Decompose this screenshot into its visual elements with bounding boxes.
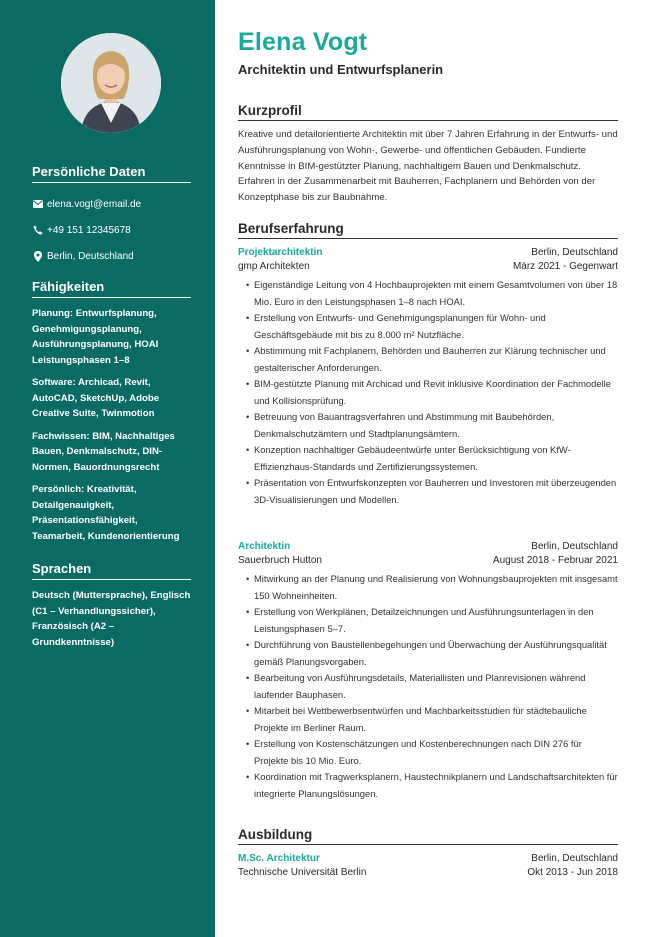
list-item: • Eigenständige Leitung von 4 Hochbauprojekten mit einem Gesamtvolumen von über 18 Mio. Euro in den Leistungsphasen 1–8 nach HOAI.: [254, 277, 618, 310]
languages-section: [32, 561, 191, 650]
education-heading: Ausbildung: [238, 827, 618, 845]
sidebar: [0, 0, 215, 937]
education-period: Okt 2013 - Jun 2018: [527, 867, 618, 878]
location-pin-icon: [32, 251, 43, 262]
job-period: März 2021 - Gegenwart: [512, 261, 618, 272]
languages-text: Deutsch (Muttersprache), Englisch (C1 – Verhandlungssicher), Französisch (A2 – Grundkenntnisse): [32, 590, 191, 648]
phone-row[interactable]: [32, 217, 191, 243]
job-entry: [238, 540, 618, 802]
avatar: [61, 33, 161, 133]
mail-icon: [32, 199, 43, 210]
degree-title: M.Sc. Architektur: [238, 853, 320, 864]
location-text: Berlin, Deutschland: [47, 250, 134, 262]
skills-section: [32, 279, 191, 551]
list-item: • Mitarbeit bei Wettbewerbsentwürfen und Machbarkeitsstudien für städtebauliche Projekte im Berliner Raum.: [254, 703, 618, 736]
list-item: • BIM-gestützte Planung mit Archicad und Revit inklusive Koordination der Fachmodelle und Kollisionsprüfung.: [254, 376, 618, 409]
portrait-photo: [61, 33, 161, 133]
job-bullets: [238, 277, 618, 508]
location-row: [32, 243, 191, 269]
job-title: Projektarchitektin: [238, 247, 323, 258]
experience-heading: Berufserfahrung: [238, 221, 618, 239]
school-name: Technische Universität Berlin: [238, 867, 367, 878]
person-role: Architektin und Entwurfsplanerin: [238, 62, 444, 77]
phone-icon: [32, 225, 43, 236]
job-bullets: [238, 571, 618, 802]
list-item: • Abstimmung mit Fachplanern, Behörden und Bauherren zur Klärung technischer und gestalterischer Anforderungen.: [254, 343, 618, 376]
list-item: • Betreuung von Bauantragsverfahren und Abstimmung mit Baubehörden, Denkmalschutzämtern und Stadtplanungsämtern.: [254, 409, 618, 442]
personal-data-heading: Persönliche Daten: [32, 164, 191, 183]
job-title: Architektin: [238, 541, 291, 552]
list-item: • Konzeption nachhaltiger Gebäudeentwürfe unter Berücksichtigung von KfW-Effizienzhaus-Standards und Zertifizierungssystemen.: [254, 442, 618, 475]
list-item: • Erstellung von Werkplänen, Detailzeichnungen und Ausführungsunterlagen in den Leistungsphasen 5–7.: [254, 604, 618, 637]
education-location: Berlin, Deutschland: [531, 853, 618, 864]
education-entry: [238, 852, 618, 880]
skill-expertise: Fachwissen: BIM, Nachhaltiges Bauen, Denkmalschutz, DIN-Normen, Bauordnungsrecht: [32, 430, 175, 473]
skill-software: Software: Archicad, Revit, AutoCAD, SketchUp, Adobe Creative Suite, Twinmotion: [32, 377, 160, 419]
job-company: gmp Architekten: [238, 261, 310, 272]
skills-heading: Fähigkeiten: [32, 279, 191, 298]
list-item: • Erstellung von Kostenschätzungen und Kostenberechnungen nach DIN 276 für Projekte bis 10 Mio. Euro.: [254, 736, 618, 769]
profile-text: Kreative und detailorientierte Architektin mit über 7 Jahren Erfahrung in der Entwurfs- und Ausführungsplanung von Wohn-, Gewerbe- und öffentlichen Gebäuden. Fundierte Kenntnisse in BIM-gestützter Planung, nachhaltigem Bauen und Denkmalschutz. Erfahren in der Zusammenarbeit mit Bauherren, Fachplanern und Behörden von der Konzeptphase bis zur Baubnahme.: [238, 129, 618, 204]
job-location: Berlin, Deutschland: [531, 247, 618, 258]
profile-heading: Kurzprofil: [238, 103, 618, 121]
list-item: • Mitwirkung an der Planung und Realisierung von Wohnungsbauprojekten mit insgesamt 150 Wohneinheiten.: [254, 571, 618, 604]
personal-data-section: [32, 164, 191, 269]
list-item: • Bearbeitung von Ausführungsdetails, Materiallisten und Planrevisionen während laufender Bauphasen.: [254, 670, 618, 703]
job-location: Berlin, Deutschland: [531, 541, 618, 552]
skill-personal: Persönlich: Kreativität, Detailgenauigkeit, Präsentationsfähigkeit, Teamarbeit, Kundenorientierung: [32, 484, 180, 542]
job-entry: [238, 246, 618, 508]
email-text[interactable]: elena.vogt@email.de: [47, 198, 142, 210]
email-row[interactable]: [32, 191, 191, 217]
list-item: • Durchführung von Baustellenbegehungen und Überwachung der Ausführungsqualität gemäß Planungsvorgaben.: [254, 637, 618, 670]
list-item: • Erstellung von Entwurfs- und Genehmigungsplanungen für Wohn- und Geschäftsgebäude mit bis zu 8.000 m² Nutzfläche.: [254, 310, 618, 343]
phone-text[interactable]: +49 151 12345678: [47, 224, 131, 236]
list-item: • Koordination mit Tragwerksplanern, Haustechnikplanern und Landschaftsarchitekten für integrierte Planungslösungen.: [254, 769, 618, 802]
list-item: • Präsentation von Entwurfskonzepten vor Bauherren und Investoren mit überzeugenden 3D-Visualisierungen und Modellen.: [254, 475, 618, 508]
job-company: Sauerbruch Hutton: [238, 555, 322, 566]
job-period: August 2018 - Februar 2021: [492, 555, 618, 566]
languages-heading: Sprachen: [32, 561, 191, 580]
person-name: Elena Vogt: [238, 28, 368, 56]
skill-planning: Planung: Entwurfsplanung, Genehmigungsplanung, Ausführungsplanung, HOAI Leistungsphasen 1–8: [32, 308, 159, 366]
